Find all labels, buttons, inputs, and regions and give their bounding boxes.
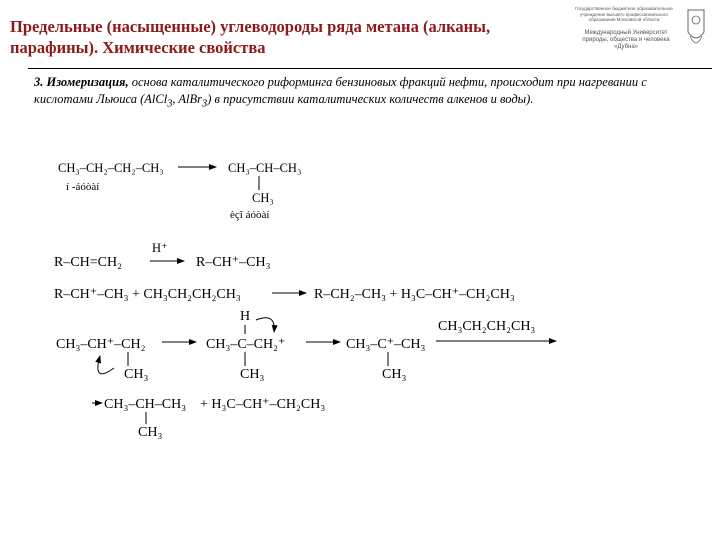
eq4-s3-top: CH₃–C⁺–CH₃ xyxy=(346,337,426,352)
intro-sub-1: 3 xyxy=(167,98,173,110)
intro-text-1: основа каталитического риформинга бензиновых фракций нефти, происходит при нагревании с кислотами Льюиса (AlCl xyxy=(34,75,647,106)
eq1-right-top: CH₃–CH–CH₃ xyxy=(228,161,302,175)
logo-small-text: Государственное бюджетное образовательное учреждение высшего профессионального образования Московской области xyxy=(575,6,673,22)
eq4-s2-h: H xyxy=(240,309,251,324)
equation-4 xyxy=(56,309,556,382)
equation-5 xyxy=(92,397,325,440)
eq4-s2-branch: CH₃ xyxy=(240,367,265,382)
intro-sub-2: 3 xyxy=(202,98,208,110)
eq1-left: CH₃–CH₂–CH₂–CH₃ xyxy=(58,161,164,175)
intro-text-2: , AlBr xyxy=(172,92,203,106)
eq1-left-label: í -áóòàí xyxy=(66,181,100,193)
eq4-s1-branch: CH₃ xyxy=(124,367,149,382)
eq5-left-branch: CH₃ xyxy=(138,425,163,440)
page-title: Предельные (насыщенные) углеводороды ряда метана (алканы, парафины). Химические свойства xyxy=(10,17,491,57)
eq1-right-label: èçî áóòàí xyxy=(230,209,270,221)
eq4-curved-arrow-2 xyxy=(256,318,274,332)
equation-3 xyxy=(54,287,515,302)
eq4-curved-arrow-1 xyxy=(98,356,114,374)
eq2-reagent: H⁺ xyxy=(152,241,168,255)
intro-text-3: ) в присутствии каталитических количеств алкенов и воды). xyxy=(207,92,534,106)
eq4-reagent: CH₃CH₂CH₂CH₃ xyxy=(438,319,536,334)
eq3-right: R–CH₂–CH₃ + H₃C–CH⁺–CH₂CH₃ xyxy=(314,287,515,302)
eq4-s1-top: CH₃–CH⁺–CH₂ xyxy=(56,337,146,352)
eq4-s2-top: CH₃–C–CH₂⁺ xyxy=(206,337,286,352)
equation-1 xyxy=(58,161,301,221)
eq5-right: + H₃C–CH⁺–CH₂CH₃ xyxy=(200,397,326,412)
intro-heading: 3. Изомеризация, xyxy=(34,75,129,89)
eq5-left: CH₃–CH–CH₃ xyxy=(104,397,187,412)
eq3-left: R–CH⁺–CH₃ + CH₃CH₂CH₂CH₃ xyxy=(54,287,241,302)
equation-2 xyxy=(54,241,271,270)
eq2-reactant: R–CH=CH₂ xyxy=(54,255,123,270)
eq2-product: R–CH⁺–CH₃ xyxy=(196,255,271,270)
eq1-right-branch: CH₃ xyxy=(252,191,274,205)
logo-university-name: Международный Университет природы, общества и человека «Дубна» xyxy=(582,30,670,50)
eq4-s3-branch: CH₃ xyxy=(382,367,407,382)
